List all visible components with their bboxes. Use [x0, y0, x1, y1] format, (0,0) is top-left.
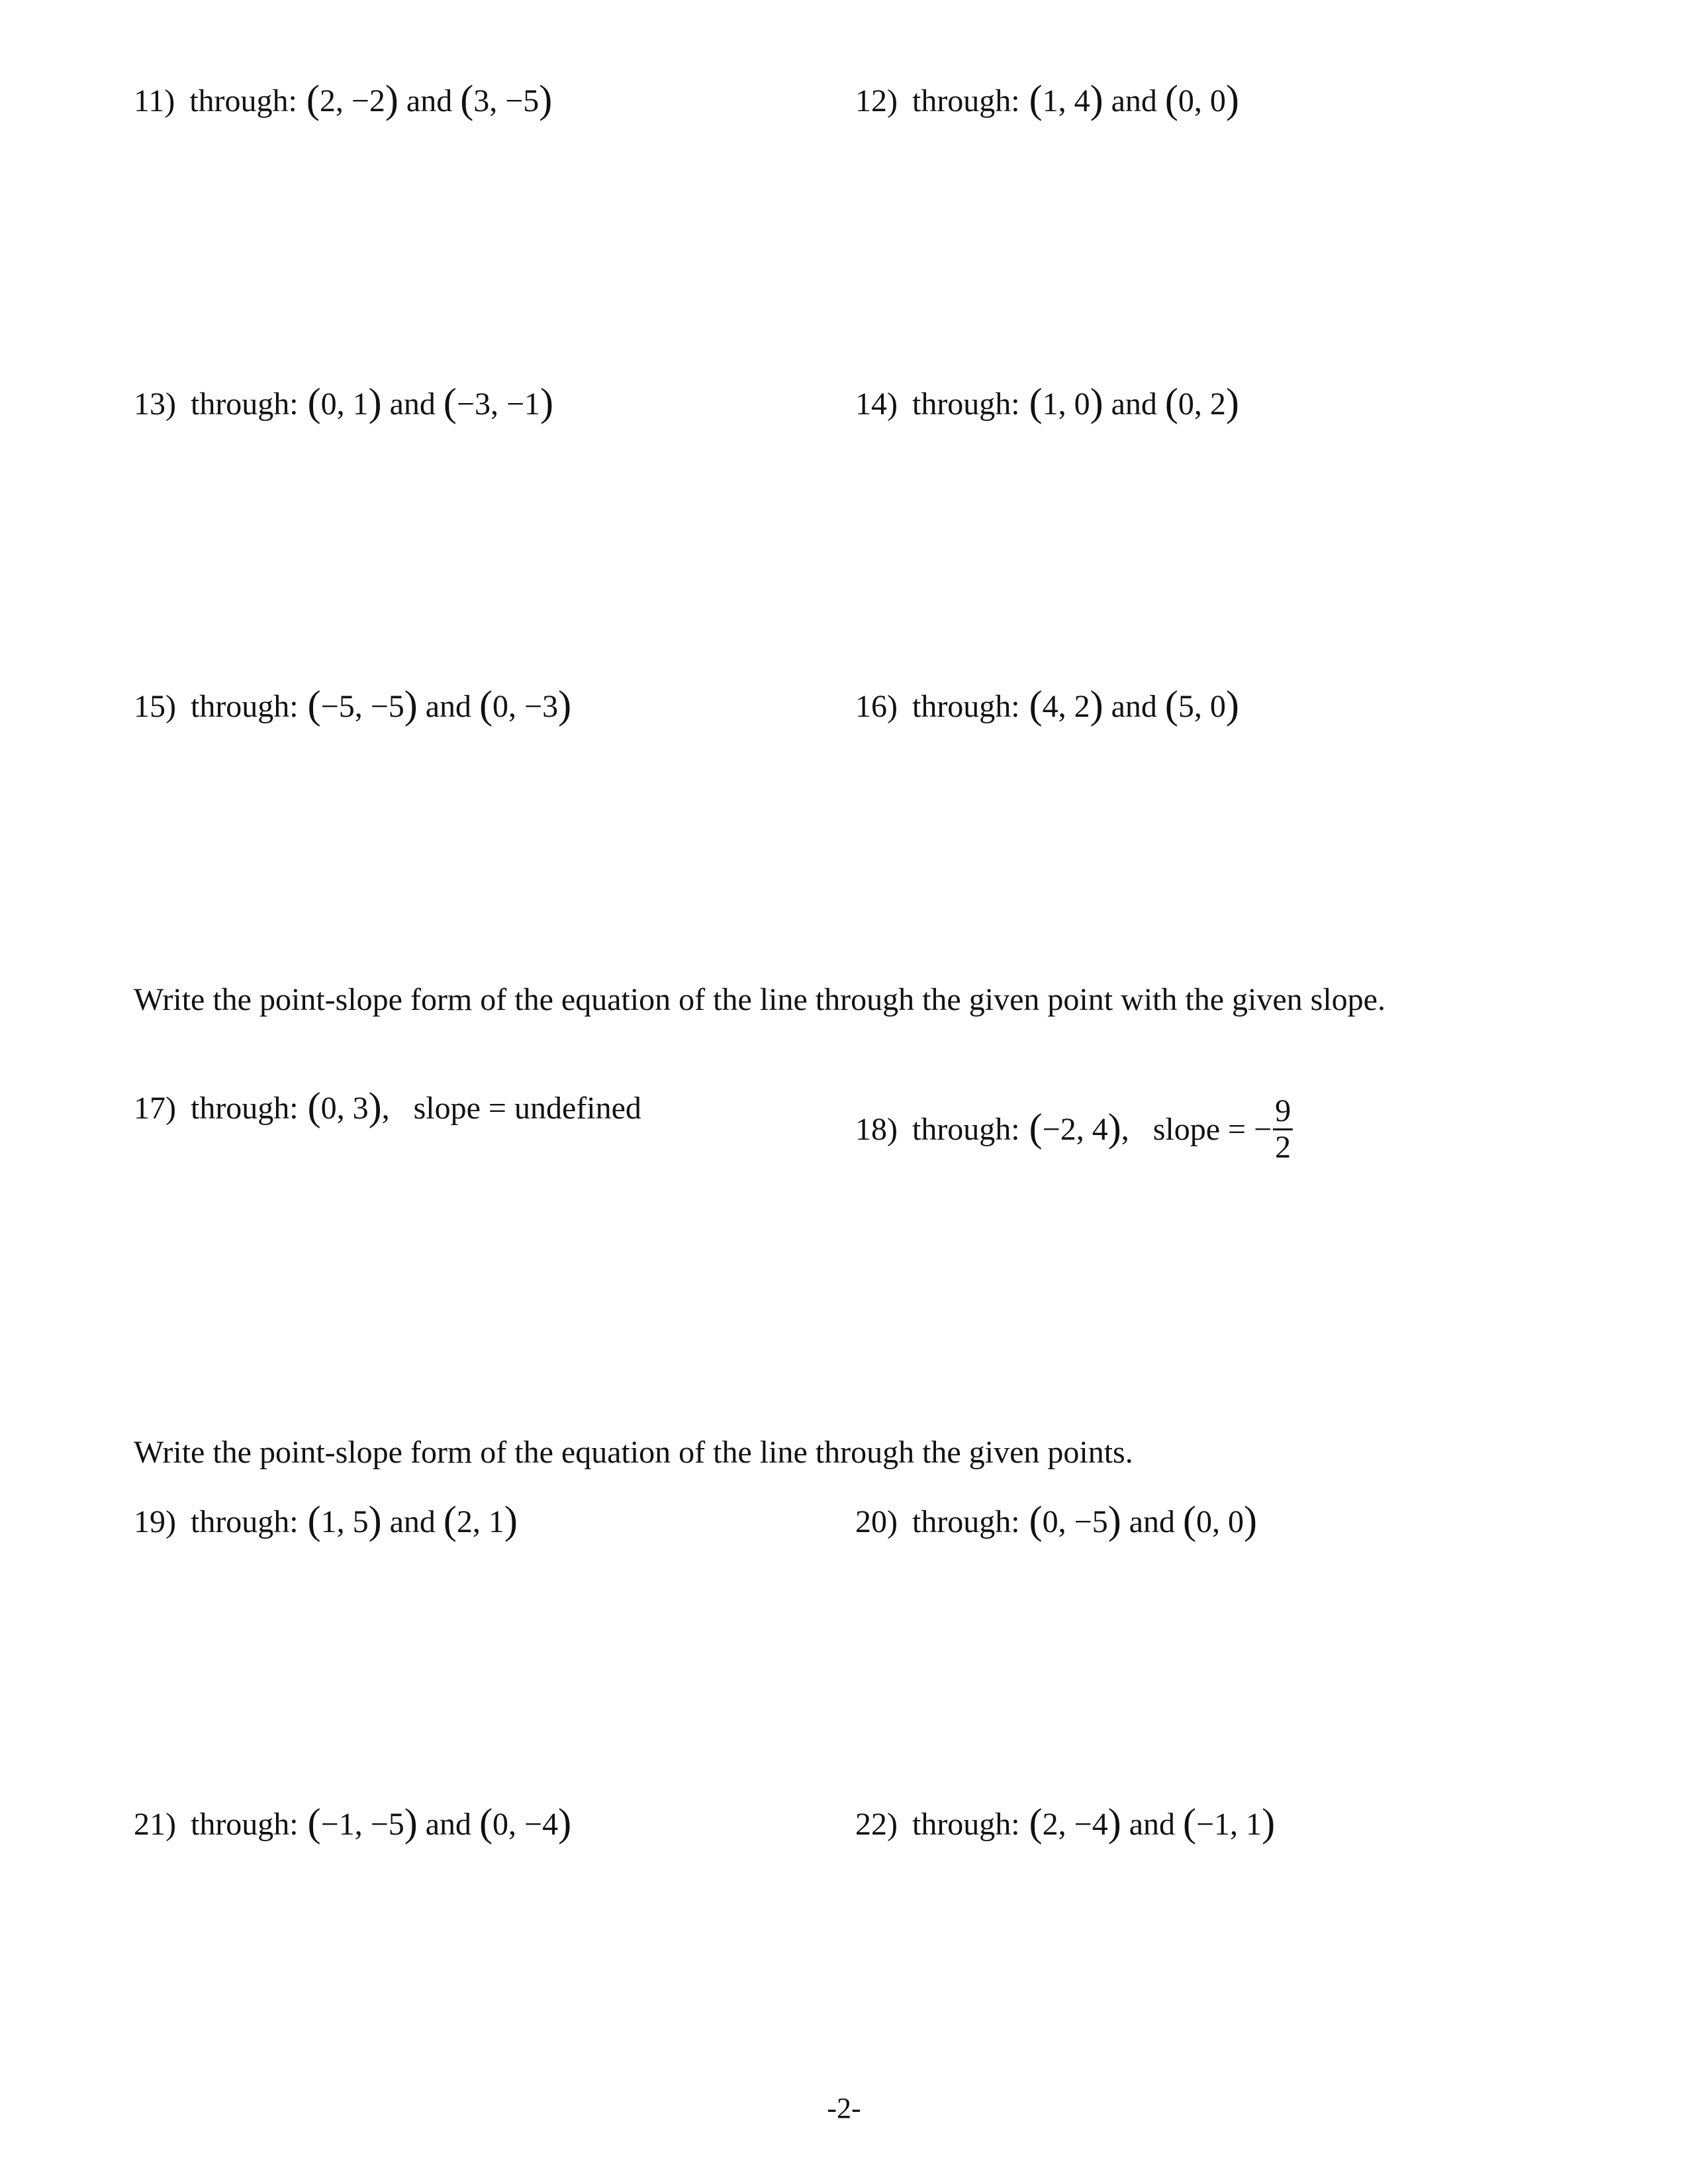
through-label: through:	[190, 1807, 299, 1842]
problem-number: 14)	[855, 387, 898, 422]
and-word: and	[1111, 689, 1157, 724]
problem-number: 19)	[134, 1504, 176, 1539]
through-label: through:	[912, 689, 1020, 724]
point-1: 1, 5	[320, 1504, 369, 1539]
problem-18: 18) through: (−2, 4), slope = − $\frac{9}{2}$	[855, 1093, 1293, 1167]
point-1: 0, −5	[1042, 1504, 1108, 1539]
through-label: through:	[912, 83, 1020, 118]
through-label: through:	[190, 387, 299, 422]
point-1: 1, 4	[1042, 83, 1090, 118]
problem-number: 18)	[855, 1112, 898, 1147]
point-2: 0, 0	[1178, 83, 1226, 118]
problem-11: 11) through: (2, −2) and (3, −5)	[134, 77, 553, 121]
point-2: 0, 2	[1178, 387, 1226, 422]
through-label: through:	[190, 1504, 299, 1539]
point-2: −1, 1	[1196, 1807, 1262, 1842]
and-word: and	[1111, 83, 1157, 118]
problem-number: 12)	[855, 83, 898, 118]
point-2: 5, 0	[1178, 689, 1226, 724]
and-word: and	[406, 83, 453, 118]
through-label: through:	[189, 83, 297, 118]
through-label: through:	[190, 689, 299, 724]
slope-label: slope =	[413, 1091, 506, 1126]
point-1: 0, 1	[320, 387, 369, 422]
problem-number: 13)	[134, 387, 176, 422]
point-2: −3, −1	[456, 387, 541, 422]
point-1: −5, −5	[320, 689, 404, 724]
problem-14: 14) through: (1, 0) and (0, 2)	[855, 381, 1239, 424]
problem-number: 11)	[134, 83, 175, 118]
and-word: and	[1111, 387, 1157, 422]
slope-sign: −	[1254, 1112, 1272, 1147]
problem-number: 21)	[134, 1807, 176, 1842]
point-2: 0, 0	[1196, 1504, 1244, 1539]
instruction-given-points: Write the point-slope form of the equation of the line through the given points.	[134, 1435, 1133, 1470]
problem-21: 21) through: (−1, −5) and (0, −4)	[134, 1801, 572, 1844]
and-word: and	[389, 1504, 436, 1539]
point-1: 4, 2	[1042, 689, 1090, 724]
problem-20: 20) through: (0, −5) and (0, 0)	[855, 1498, 1257, 1542]
fraction-numerator: 9	[1275, 1093, 1291, 1129]
slope-label: slope =	[1152, 1112, 1246, 1147]
point-2: 0, −4	[492, 1807, 559, 1842]
through-label: through:	[912, 387, 1020, 422]
problem-16: 16) through: (4, 2) and (5, 0)	[855, 683, 1239, 727]
point-1: −1, −5	[320, 1807, 404, 1842]
point-2: 0, −3	[492, 689, 559, 724]
point-1: 2, −2	[319, 83, 385, 118]
and-word: and	[1129, 1807, 1175, 1842]
through-label: through:	[912, 1807, 1020, 1842]
point-1: 1, 0	[1042, 387, 1090, 422]
problem-number: 20)	[855, 1504, 898, 1539]
through-label: through:	[190, 1091, 299, 1126]
problem-15: 15) through: (−5, −5) and (0, −3)	[134, 683, 572, 727]
through-label: through:	[912, 1504, 1020, 1539]
instruction-given-slope: Write the point-slope form of the equation of the line through the given point with the given slope.	[134, 982, 1385, 1017]
point-2: 3, −5	[473, 83, 539, 118]
problem-19: 19) through: (1, 5) and (2, 1)	[134, 1498, 518, 1542]
problem-13: 13) through: (0, 1) and (−3, −1)	[134, 381, 554, 424]
and-word: and	[425, 1807, 472, 1842]
point-1: 2, −4	[1042, 1807, 1108, 1842]
fraction-denominator: 2	[1275, 1130, 1291, 1165]
problem-22: 22) through: (2, −4) and (−1, 1)	[855, 1801, 1276, 1844]
page-number: -2-	[827, 2092, 861, 2124]
problem-12: 12) through: (1, 4) and (0, 0)	[855, 77, 1239, 121]
and-word: and	[1129, 1504, 1175, 1539]
problem-17: 17) through: (0, 3), slope = undefined	[134, 1085, 641, 1128]
point-1: −2, 4	[1042, 1112, 1108, 1147]
problem-number: 16)	[855, 689, 898, 724]
point-2: 2, 1	[456, 1504, 504, 1539]
point-1: 0, 3	[320, 1091, 369, 1126]
slope-value: undefined	[514, 1091, 641, 1126]
problem-number: 22)	[855, 1807, 898, 1842]
problem-number: 15)	[134, 689, 176, 724]
problem-number: 17)	[134, 1091, 176, 1126]
slope-fraction	[1273, 1094, 1293, 1165]
through-label: through:	[912, 1112, 1020, 1147]
and-word: and	[389, 387, 436, 422]
and-word: and	[425, 689, 472, 724]
